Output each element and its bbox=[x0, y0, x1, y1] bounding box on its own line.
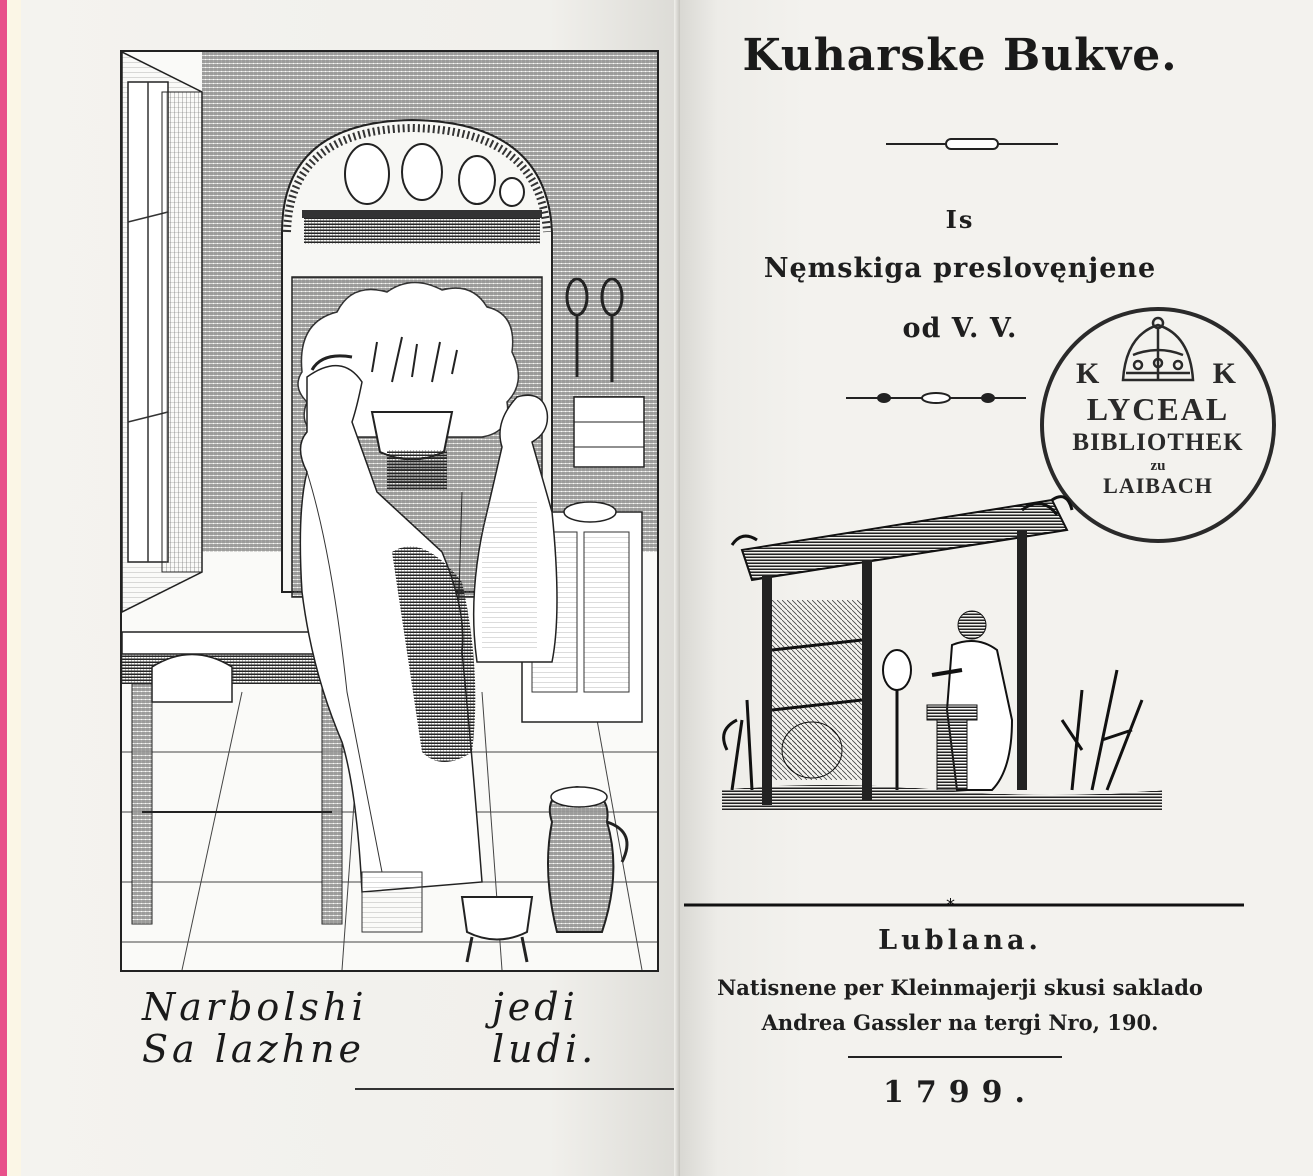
crown-icon bbox=[1123, 318, 1193, 380]
publication-year: 1799. bbox=[883, 1075, 1037, 1110]
engraving-caption-line1 bbox=[112, 985, 652, 1029]
kitchen-scene-illustration bbox=[122, 52, 657, 970]
year-rule bbox=[848, 1056, 1062, 1058]
line-author: od V. V. bbox=[902, 313, 1018, 344]
left-page-rule bbox=[355, 1088, 675, 1090]
imprint-line2: Andrea Gassler na tergi Nro, 190. bbox=[761, 1010, 1159, 1035]
caption-line1-left: Narbolshi bbox=[142, 985, 368, 1029]
stamp-line4: LAIBACH bbox=[1103, 473, 1213, 498]
line-is: Is bbox=[945, 205, 975, 234]
imprint-city: Lublana. bbox=[878, 925, 1042, 956]
caption-line1-right: jedi bbox=[492, 985, 579, 1029]
imprint-ornament-rule bbox=[684, 898, 1244, 912]
page-edge-paper bbox=[7, 0, 21, 1176]
line-translation: Nęmskiga preslovęnjene bbox=[763, 253, 1157, 284]
book-title: Kuharske Bukve. bbox=[742, 30, 1178, 81]
stamp-line2: BIBLIOTHEK bbox=[1072, 429, 1244, 456]
page-edge-marker bbox=[0, 0, 7, 1176]
kitchen-engraving bbox=[120, 50, 659, 972]
stamp-line3: zu bbox=[1150, 458, 1166, 474]
stamp-k-right: K bbox=[1212, 357, 1236, 390]
caption-line2-left: Sa lazhne bbox=[142, 1027, 366, 1071]
title-ornament-rule bbox=[886, 136, 1058, 152]
stamp-line1: LYCEAL bbox=[1086, 391, 1230, 427]
workshop-vignette-illustration bbox=[722, 490, 1162, 830]
stamp-k-left: K bbox=[1076, 357, 1100, 390]
engraving-caption-line2 bbox=[112, 1027, 652, 1071]
author-ornament-rule bbox=[846, 390, 1026, 406]
caption-line2-right: ludi. bbox=[492, 1027, 598, 1071]
imprint-line1: Natisnene per Kleinmajerji skusi saklado bbox=[717, 975, 1203, 1000]
svg-text:*: * bbox=[946, 898, 955, 912]
